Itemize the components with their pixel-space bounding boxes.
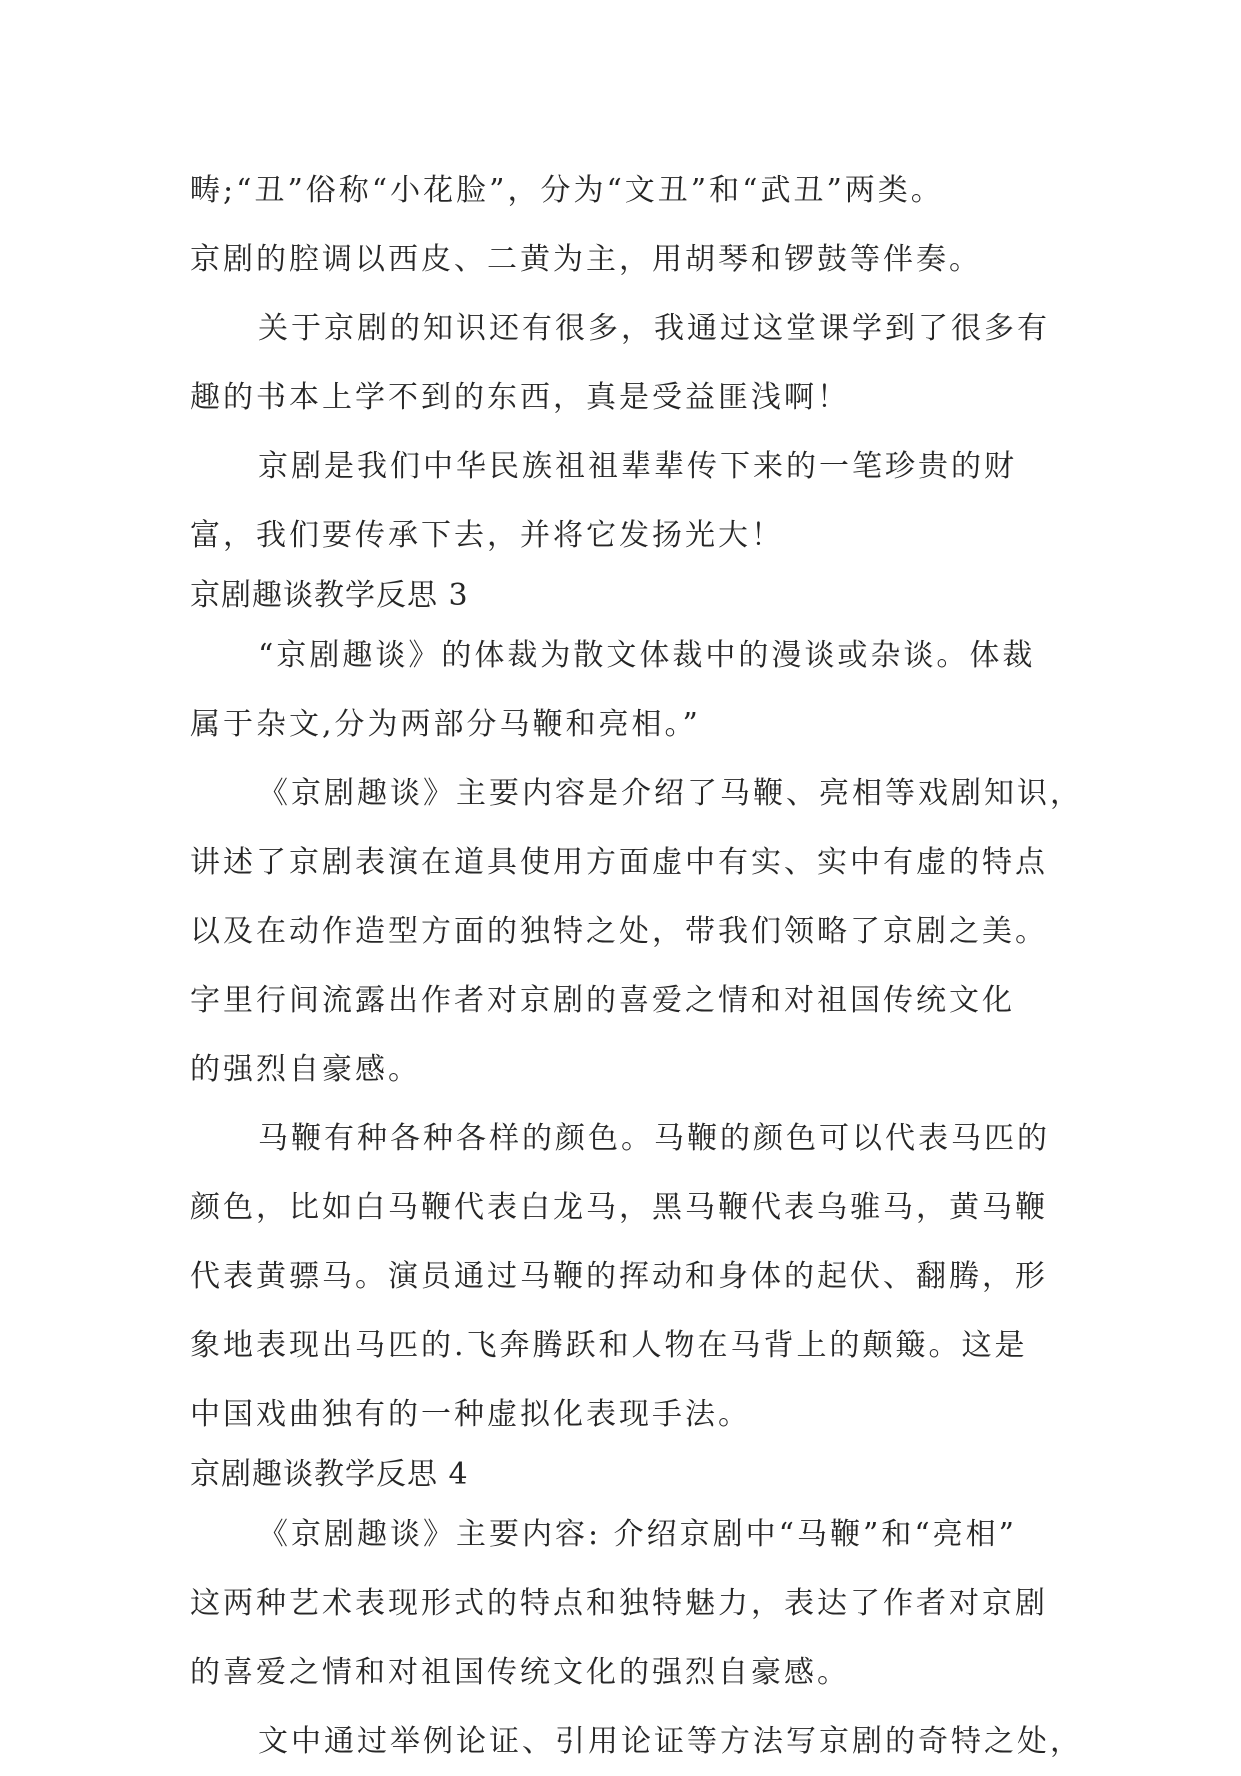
paragraph-line: 马鞭有种各种各样的颜色。马鞭的颜色可以代表马匹的 — [258, 1121, 1050, 1156]
paragraph-line: 趣的书本上学不到的东西，真是受益匪浅啊！ — [190, 380, 850, 415]
section-heading: 京剧趣谈教学反思 3 — [190, 578, 469, 613]
paragraph-line: 颜色，比如白马鞭代表白龙马，黑马鞭代表乌骓马，黄马鞭 — [190, 1190, 1048, 1225]
paragraph-line: 关于京剧的知识还有很多，我通过这堂课学到了很多有 — [258, 311, 1050, 346]
paragraph-line: 字里行间流露出作者对京剧的喜爱之情和对祖国传统文化 — [190, 983, 1015, 1018]
paragraph-line: 京剧是我们中华民族祖祖辈辈传下来的一笔珍贵的财 — [258, 449, 1017, 484]
paragraph-line: 中国戏曲独有的一种虚拟化表现手法。 — [190, 1397, 751, 1432]
paragraph-line: 《京剧趣谈》主要内容是介绍了马鞭、亮相等戏剧知识， — [258, 776, 1083, 811]
document-body — [190, 156, 1083, 1776]
section-heading: 京剧趣谈教学反思 4 — [190, 1457, 469, 1492]
paragraph-line: 《京剧趣谈》主要内容: 介绍京剧中“马鞭”和“亮相” — [258, 1517, 1017, 1552]
paragraph-line: 文中通过举例论证、引用论证等方法写京剧的奇特之处， — [258, 1724, 1083, 1759]
paragraph-line: 以及在动作造型方面的独特之处，带我们领略了京剧之美。 — [190, 914, 1048, 949]
paragraph-line: 的强烈自豪感。 — [190, 1052, 421, 1087]
paragraph-line: 这两种艺术表现形式的特点和独特魅力，表达了作者对京剧 — [190, 1586, 1048, 1621]
paragraph-line: 属于杂文,分为两部分马鞭和亮相。” — [190, 707, 701, 742]
paragraph-line: 畴;“丑”俗称“小花脸”，分为“文丑”和“武丑”两类。 — [190, 173, 944, 208]
paragraph-line: 京剧的腔调以西皮、二黄为主，用胡琴和锣鼓等伴奏。 — [190, 242, 982, 277]
paragraph-line: “京剧趣谈》的体裁为散文体裁中的漫谈或杂谈。体裁 — [258, 638, 1036, 673]
paragraph-line: 的喜爱之情和对祖国传统文化的强烈自豪感。 — [190, 1655, 850, 1690]
paragraph-line: 代表黄骠马。演员通过马鞭的挥动和身体的起伏、翻腾，形 — [190, 1259, 1048, 1294]
paragraph-line: 讲述了京剧表演在道具使用方面虚中有实、实中有虚的特点 — [190, 845, 1048, 880]
paragraph-line: 象地表现出马匹的.飞奔腾跃和人物在马背上的颠簸。这是 — [190, 1328, 1028, 1363]
paragraph-line: 富，我们要传承下去，并将它发扬光大！ — [190, 518, 784, 553]
